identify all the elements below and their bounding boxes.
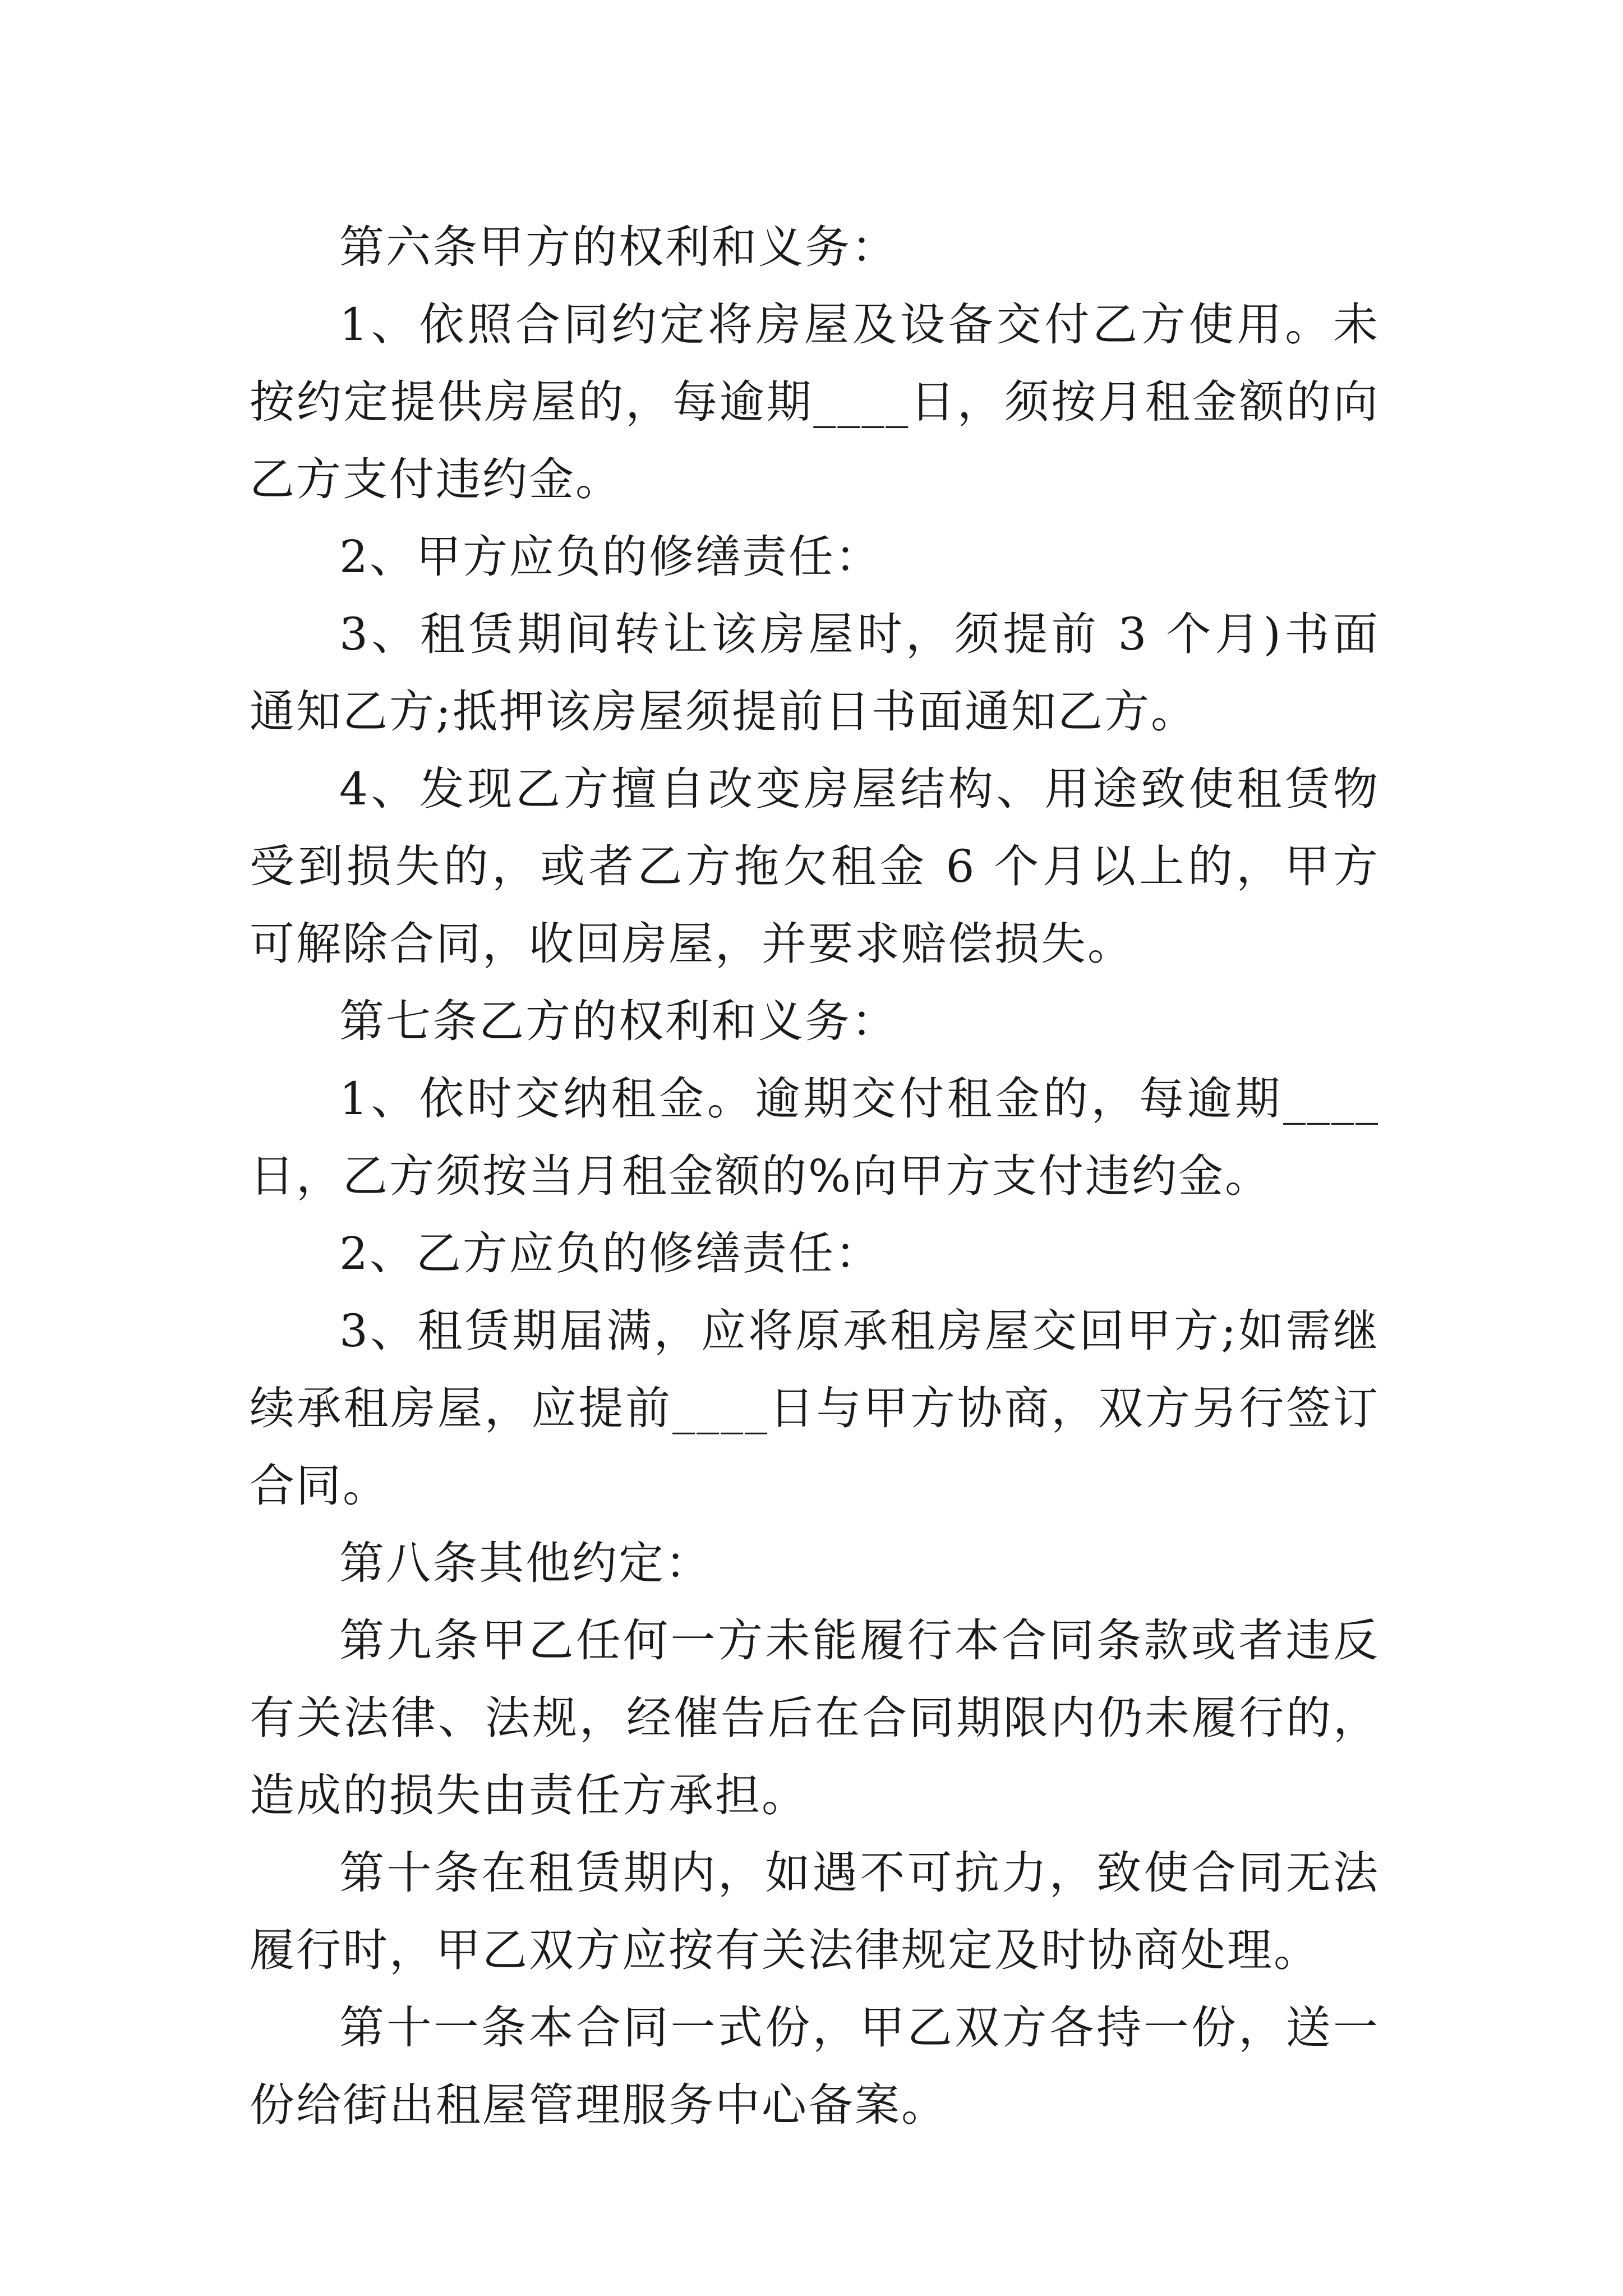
article-6-heading: 第六条甲方的权利和义务： bbox=[339, 221, 898, 273]
article-6-clause-4: 4、发现乙方擅自改变房屋结构、用途致使租赁物受到损失的，或者乙方拖欠租金 6 个月以上的，甲方可解除合同，收回房屋，并要求赔偿损失。 bbox=[250, 763, 1380, 970]
article-6-clause-2: 2、甲方应负的修缮责任： bbox=[339, 531, 882, 583]
article-7-clause-1: 1、依时交纳租金。逾期交付租金的，每逾期____日，乙方须按当月租金额的%向甲方支付违约金。 bbox=[250, 1073, 1380, 1202]
article-7-clause-2: 2、乙方应负的修缮责任： bbox=[339, 1227, 882, 1280]
document-body bbox=[250, 209, 1380, 2144]
article-8-heading: 第八条其他约定： bbox=[339, 1537, 712, 1589]
article-11-paragraph: 第十一条本合同一式份，甲乙双方各持一份，送一份给街出租屋管理服务中心备案。 bbox=[250, 2001, 1380, 2131]
article-7-clause-3: 3、租赁期届满，应将原承租房屋交回甲方;如需继续承租房屋，应提前____日与甲方协商，双方另行签订合同。 bbox=[250, 1305, 1380, 1512]
article-9-paragraph: 第九条甲乙任何一方未能履行本合同条款或者违反有关法律、法规，经催告后在合同期限内仍未履行的，造成的损失由责任方承担。 bbox=[250, 1614, 1380, 1821]
article-10-paragraph: 第十条在租赁期内，如遇不可抗力，致使合同无法履行时，甲乙双方应按有关法律规定及时协商处理。 bbox=[250, 1847, 1380, 1976]
article-6-clause-3: 3、租赁期间转让该房屋时，须提前 3 个月)书面通知乙方;抵押该房屋须提前日书面通知乙方。 bbox=[250, 608, 1380, 738]
article-7-heading: 第七条乙方的权利和义务： bbox=[339, 995, 898, 1047]
article-6-clause-1: 1、依照合同约定将房屋及设备交付乙方使用。未按约定提供房屋的，每逾期____日，须按月租金额的向乙方支付违约金。 bbox=[250, 298, 1380, 505]
